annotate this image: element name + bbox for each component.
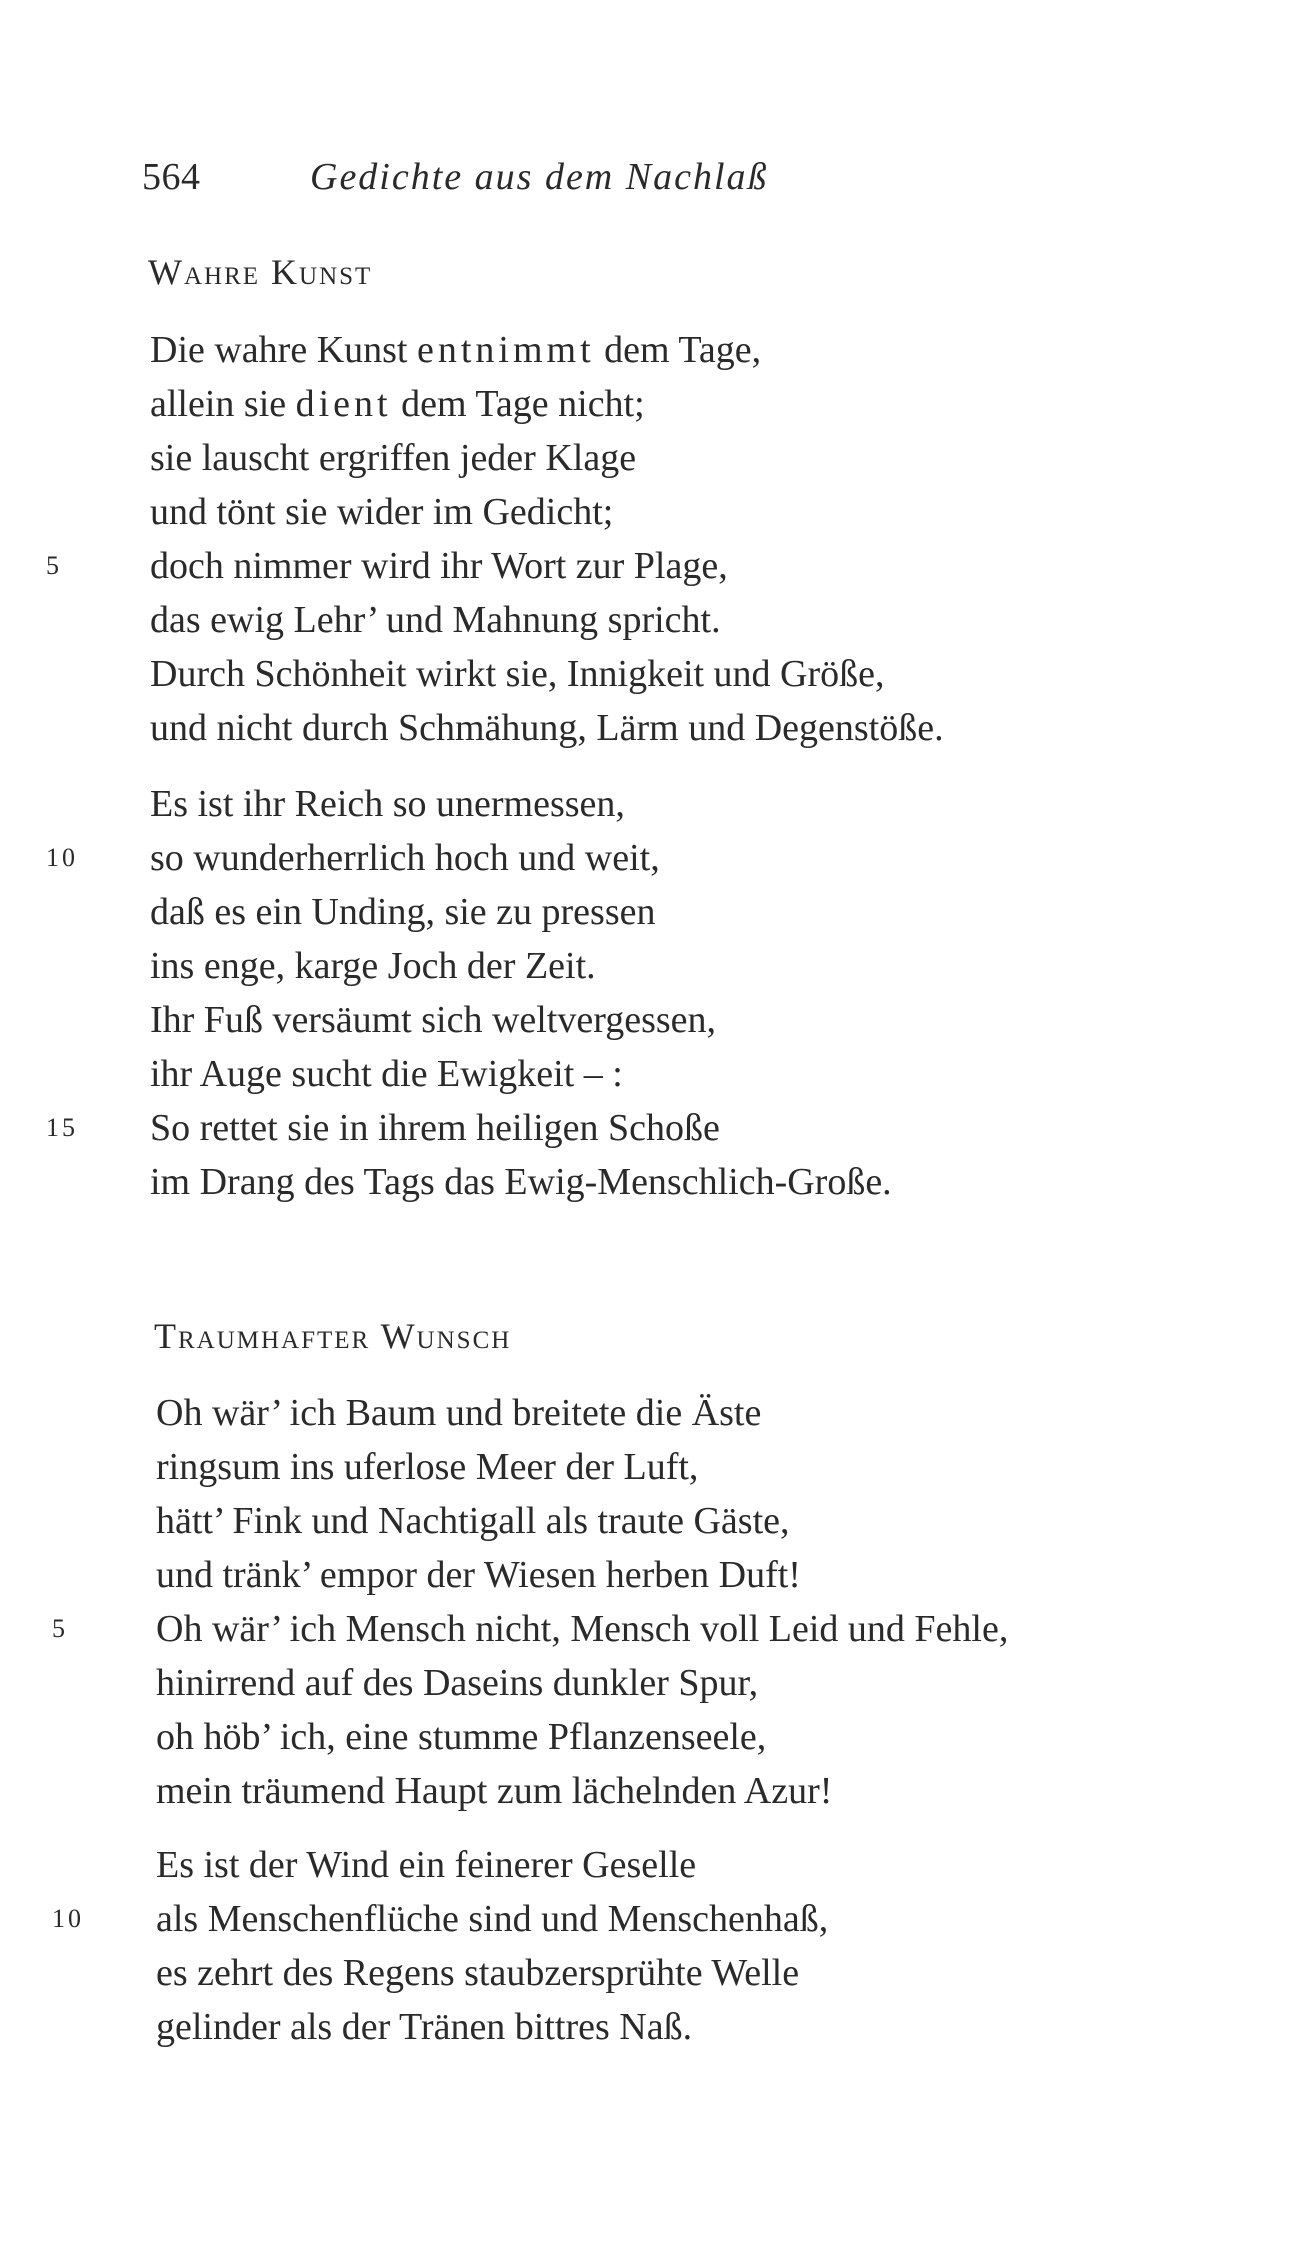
stanza bbox=[46, 777, 892, 1209]
poem-line bbox=[150, 647, 944, 701]
poem-line bbox=[150, 777, 892, 831]
poem-line bbox=[156, 1386, 1008, 1440]
line-text: und tönt sie wider im Gedicht; bbox=[150, 491, 614, 533]
line-text: es zehrt des Regens staubzersprühte Welle bbox=[156, 1952, 800, 1994]
line-text: das ewig Lehr’ und Mahnung spricht. bbox=[150, 599, 721, 641]
line-number: 10 bbox=[46, 843, 78, 872]
line-text: daß es ein Unding, sie zu pressen bbox=[150, 891, 656, 933]
poem-line bbox=[52, 1602, 1009, 1656]
line-number: 10 bbox=[52, 1904, 84, 1933]
poem-line bbox=[156, 1494, 1008, 1548]
poem-line bbox=[156, 1710, 1008, 1764]
poem-line bbox=[150, 377, 944, 431]
line-number: 15 bbox=[46, 1113, 78, 1142]
poem-line bbox=[156, 1764, 1008, 1818]
line-text: oh höb’ ich, eine stumme Pflanzenseele, bbox=[156, 1716, 767, 1758]
line-text: Es ist ihr Reich so unermessen, bbox=[150, 783, 625, 825]
poem-line bbox=[46, 1101, 892, 1155]
poem-line bbox=[150, 323, 944, 377]
poem-line bbox=[150, 701, 944, 755]
poem-line bbox=[150, 1047, 892, 1101]
line-text: Durch Schönheit wirkt sie, Innigkeit und Größe, bbox=[150, 653, 885, 695]
poem-line bbox=[156, 2000, 828, 2054]
line-text: So rettet sie in ihrem heiligen Schoße bbox=[150, 1107, 720, 1149]
poem-line bbox=[156, 1838, 828, 1892]
running-title: Gedichte aus dem Nachlaß bbox=[310, 156, 769, 198]
line-text: allein sie bbox=[150, 383, 296, 425]
line-text: Oh wär’ ich Mensch nicht, Mensch voll Leid und Fehle, bbox=[156, 1608, 1009, 1650]
stanza bbox=[52, 1386, 1009, 1818]
poem-line bbox=[150, 593, 944, 647]
line-text: und tränk’ empor der Wiesen herben Duft! bbox=[156, 1554, 801, 1596]
poem-line bbox=[156, 1946, 828, 2000]
line-text: hinirrend auf des Daseins dunkler Spur, bbox=[156, 1662, 759, 1704]
poem-line bbox=[150, 993, 892, 1047]
line-text: gelinder als der Tränen bittres Naß. bbox=[156, 2006, 693, 2048]
poem-line bbox=[46, 831, 892, 885]
line-text: Es ist der Wind ein feinerer Geselle bbox=[156, 1844, 697, 1886]
poem-line bbox=[150, 1155, 892, 1209]
page-number: 564 bbox=[142, 156, 201, 198]
poem-line bbox=[150, 431, 944, 485]
line-text: mein träumend Haupt zum lächelnden Azur! bbox=[156, 1770, 833, 1812]
poem-line bbox=[150, 939, 892, 993]
poem-line bbox=[150, 885, 892, 939]
line-text: als Menschenflüche sind und Menschenhaß, bbox=[156, 1898, 829, 1940]
line-text: sie lauscht ergriffen jeder Klage bbox=[150, 437, 637, 479]
line-text: ins enge, karge Joch der Zeit. bbox=[150, 945, 596, 987]
line-text: Oh wär’ ich Baum und breitete die Äste bbox=[156, 1392, 762, 1434]
poem-line bbox=[52, 1892, 829, 1946]
line-text: ringsum ins uferlose Meer der Luft, bbox=[156, 1446, 699, 1488]
poem-line bbox=[156, 1656, 1008, 1710]
poem-line bbox=[46, 539, 944, 593]
line-text: ihr Auge sucht die Ewigkeit – : bbox=[150, 1053, 623, 1095]
running-head bbox=[142, 152, 769, 202]
line-text: doch nimmer wird ihr Wort zur Plage, bbox=[150, 545, 728, 587]
line-text: hätt’ Fink und Nachtigall als traute Gäste, bbox=[156, 1500, 790, 1542]
poem-line bbox=[156, 1548, 1008, 1602]
stanza bbox=[46, 323, 944, 755]
emphasized-text: dient bbox=[295, 383, 392, 425]
poem-title: Traumhafter Wunsch bbox=[154, 1316, 512, 1356]
line-text: im Drang des Tags das Ewig-Menschlich-Große. bbox=[150, 1161, 892, 1203]
line-text: Ihr Fuß versäumt sich weltvergessen, bbox=[150, 999, 717, 1041]
line-number: 5 bbox=[46, 551, 62, 580]
line-text: dem Tage, bbox=[594, 329, 762, 371]
line-text: Die wahre Kunst bbox=[150, 329, 417, 371]
poem-line bbox=[156, 1440, 1008, 1494]
stanza bbox=[52, 1838, 829, 2054]
poem-line bbox=[150, 485, 944, 539]
line-number: 5 bbox=[52, 1614, 68, 1643]
emphasized-text: entnimmt bbox=[416, 329, 595, 371]
line-text: und nicht durch Schmähung, Lärm und Degenstöße. bbox=[150, 707, 944, 749]
poem-title: Wahre Kunst bbox=[148, 252, 373, 292]
line-text: so wunderherrlich hoch und weit, bbox=[150, 837, 660, 879]
line-text: dem Tage nicht; bbox=[391, 383, 645, 425]
